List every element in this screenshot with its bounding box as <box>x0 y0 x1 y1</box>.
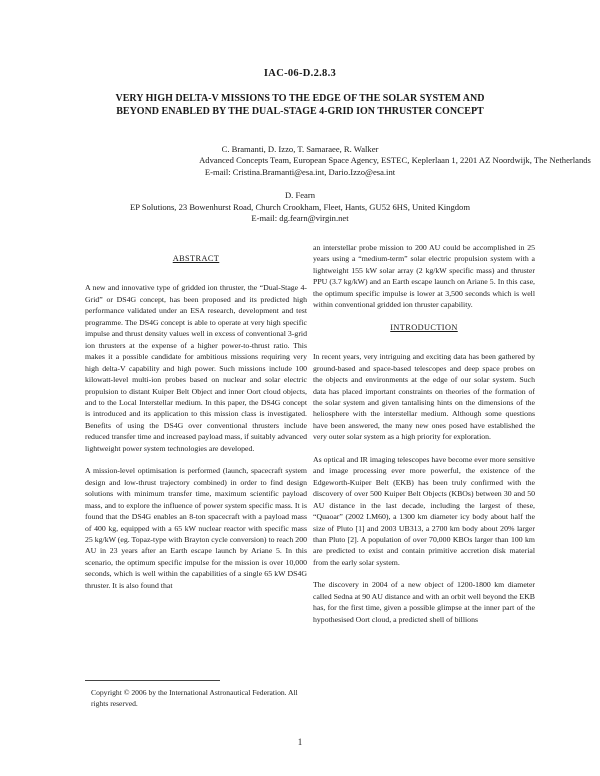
abstract-paragraph: A mission-level optimisation is performed (launch, spacecraft system design and low-thrust trajectory combined) in order to find design solutions with minimum transfer time, maximum scientific payload mass, and to explore the influence of power system specific mass. It is found that the DS4G enables an 8-ton spacecraft with a payload mass of 400 kg, equipped with a 65 kW nuclear reactor with specific mass 25 kg/kW (eg. Topaz-type with Brayton cycle conversion) to reach 200 AU in 23 years after an Earth escape launch by Ariane 5. In this scenario, the optimum specific impulse for the mission is over 10,000 seconds, which is well within the capabilities of a single 65 kW DS4G thruster. It is also found that <box>85 466 307 590</box>
author-email: E-mail: Cristina.Bramanti@esa.int, Dario.Izzo@esa.int <box>204 166 396 177</box>
paper-title: VERY HIGH DELTA-V MISSIONS TO THE EDGE OF THE SOLAR SYSTEM AND BEYOND ENABLED BY THE DUAL-STAGE 4-GRID ION THRUSTER CONCEPT <box>115 93 485 117</box>
author-affiliation: Advanced Concepts Team, European Space Agency, ESTEC, Keplerlaan 1, 2201 AZ Noordwijk, The Netherlands <box>199 155 591 166</box>
copyright-footnote <box>85 680 307 709</box>
abstract-paragraph: A new and innovative type of gridded ion thruster, the “Dual-Stage 4-Grid” or DS4G concept, has been proposed and its predicted high performance validated under an ESA research, development and test programme. The DS4G concept is able to operate at very high specific impulse and thrust density values well in excess of conventional 3-grid ion thrusters at the expense of a higher power-to-thrust ratio. This makes it a possible candidate for ambitious missions requiring very high delta-V capability and high power. Such missions include 100 kilowatt-level multi-ion probes based on nuclear and solar electric propulsion to distant Kuiper Belt Object and inner Oort cloud objects, and to the Local Interstellar medium. In this paper, the DS4G concept is introduced and its application to this mission class is investigated. Benefits of using the DS4G over conventional thrusters include reduced transfer time and increased payload mass, if suitably advanced lightweight power system technologies are developed. <box>85 283 307 453</box>
introduction-paragraph: As optical and IR imaging telescopes have become ever more sensitive and image processing ever more powerful, the existence of the Edgeworth-Kuiper Belt (EKB) has been truly confirmed with the discovery of over 500 Kuiper Belt Objects (KBOs) between 30 and 50 AU distance in the last decade, including the largest of these, “Quaoar” (2002 LM60), a 1300 km diameter icy body about half the size of Pluto [1] and 2003 UB313, a 2700 km body about 20% larger than Pluto [2]. A population of over 70,000 KBOs larger than 100 km are predicted to exist and contain primitive accretion disk material from the early solar system. <box>313 454 535 567</box>
author-names-2: D. Fearn <box>284 190 316 201</box>
introduction-paragraph: The discovery in 2004 of a new object of 1200-1800 km diameter called Sedna at 90 AU distance and with an orbit well beyond the EKB has, for the first time, given a possible glimpse at the inner part of the hypothesised Oort cloud, a predicted shell of billions <box>313 580 535 624</box>
footnote-text: Copyright © 2006 by the International Astronautical Federation. All rights reserved. <box>91 688 298 708</box>
paper-id: IAC-06-D.2.8.3 <box>263 68 337 79</box>
right-column <box>313 242 535 636</box>
author-names: C. Bramanti, D. Izzo, T. Samaraee, R. Walker <box>221 144 379 154</box>
introduction-paragraph: In recent years, very intriguing and exciting data has been gathered by ground-based and space-based telescopes and deep space probes on the objects and environments at the edge of our solar system. Such data has placed important constraints on theories of the formation of the solar system and given tantalising hints on the dimensions of the heliosphere with the interstellar medium. Although some questions have been answered, the many new ones posed have established the very outer solar system as a high priority for exploration. <box>313 352 535 442</box>
introduction-heading: INTRODUCTION <box>390 322 458 332</box>
footnote-divider <box>85 680 220 681</box>
left-column <box>85 253 307 602</box>
author-email-2: E-mail: dg.fearn@virgin.net <box>251 213 349 224</box>
author-block <box>0 144 600 224</box>
author-affiliation-2: EP Solutions, 23 Bowenhurst Road, Church Crookham, Fleet, Hants, GU52 6HS, United Kingdom <box>129 201 471 212</box>
page-number: 1 <box>297 737 303 747</box>
abstract-heading: ABSTRACT <box>172 254 220 263</box>
abstract-continuation: an interstellar probe mission to 200 AU could be accomplished in 25 years using a “medium-term” solar electric propulsion system with a lightweight 155 kW solar array (2 kg/kW specific mass) and thruster PPU (3.7 kg/kW) and an Earth escape launch on Ariane 5. In this case, the optimum specific impulse is lower at 3,500 seconds which is well within conventional gridded ion thruster capability. <box>313 243 535 310</box>
